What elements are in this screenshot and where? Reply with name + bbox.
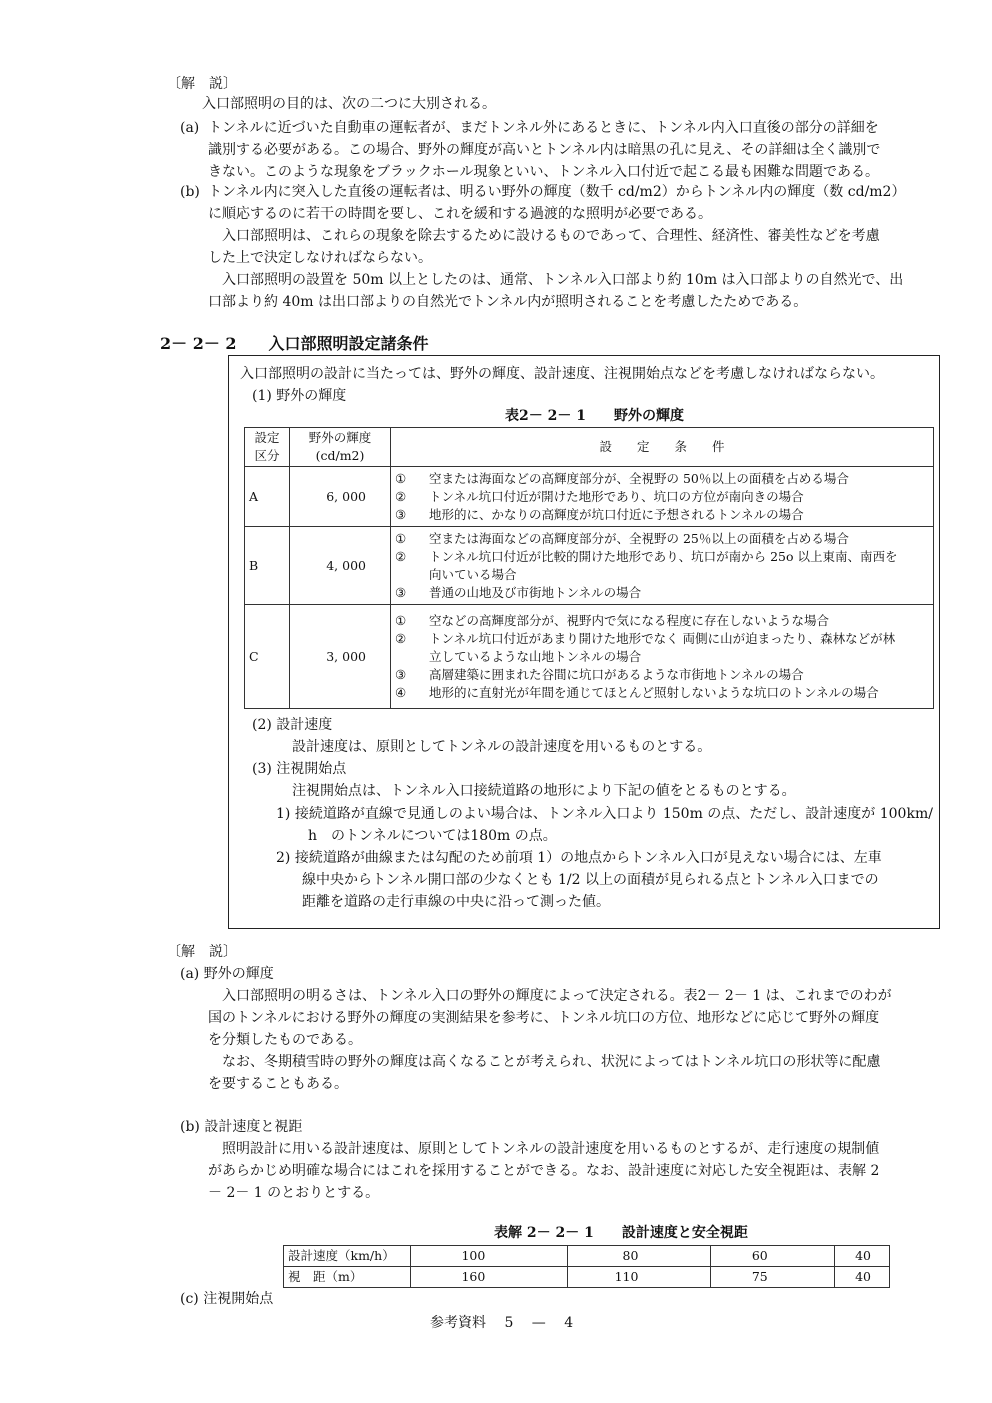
paragraph-a: [208, 118, 880, 184]
text-line: に順応するのに若干の時間を要し、これを緩和する過渡的な照明が必要である。: [208, 206, 712, 222]
marker-b: (b): [180, 184, 200, 200]
table2-title: 表解 2－ 2－ 1 設計速度と安全視距: [494, 1225, 748, 1241]
speed-cell: 40: [834, 1246, 889, 1267]
text-line: 国のトンネルにおける野外の輝度の実測結果を参考に、トンネル坑口の方位、地形などに応じて野外の輝度: [208, 1010, 880, 1026]
table-row: [284, 1267, 890, 1288]
condition-line: ④ 地形的に直射光が年間を通じてほとんど照射しないような坑口のトンネルの場合: [395, 684, 879, 700]
header-text: 区分: [254, 448, 280, 463]
text-line: 入口部照明の明るさは、トンネル入口の野外の輝度によって決定される。表2－ 2－ 1 は、これまでのわが: [222, 988, 892, 1004]
luminance-table: [244, 427, 934, 709]
class-cell: A: [245, 467, 290, 527]
table-title: 表2－ 2－ 1 野外の輝度: [505, 408, 684, 424]
item-3-text: 注視開始点は、トンネル入口接続道路の地形により下記の値をとるものとする。: [292, 783, 796, 799]
conditions-cell: [391, 527, 934, 605]
header-text: 設定: [254, 430, 280, 445]
text-line: があらかじめ明確な場合にはこれを採用することができる。なお、設計速度に対応した安全視距は、表解 2: [208, 1163, 880, 1179]
luminance-cell: 6, 000: [290, 467, 391, 527]
luminance-cell: 3, 000: [290, 605, 391, 709]
text-line: 照明設計に用いる設計速度は、原則としてトンネルの設計速度を用いるものとするが、走行速度の規制値: [222, 1141, 880, 1157]
condition-line: ① 空または海面などの高輝度部分が、全視野の 25％以上の面積を占める場合: [395, 530, 849, 546]
item-3-title: (3) 注視開始点: [252, 761, 347, 777]
header-cell-conditions: 設 定 条 件: [391, 428, 934, 467]
condition-line: ③ 高層建築に囲まれた谷間に坑口があるような市街地トンネルの場合: [395, 666, 804, 682]
commentary-header-1: 〔解 説〕: [167, 76, 237, 92]
sub-item-2: [276, 848, 882, 914]
header-text: (cd/m2): [315, 448, 365, 463]
condition-line: ① 空または海面などの高輝度部分が、全視野の 50％以上の面積を占める場合: [395, 470, 849, 486]
text-line: 入口部照明は、これらの現象を除去するために設けるものであって、合理性、経済性、審美性などを考慮: [222, 228, 880, 244]
header-cell-class: [245, 428, 290, 467]
class-cell: B: [245, 527, 290, 605]
text-line: 口部より約 40m は出口部よりの自然光でトンネル内が照明されることを考慮したためである。: [208, 294, 808, 310]
speed-cell: 80: [568, 1246, 711, 1267]
condition-line: ② トンネル坑口付近が開けた地形であり、坑口の方位が南向きの場合: [395, 488, 804, 504]
text-line: した上で決定しなければならない。: [208, 250, 432, 266]
text-line: トンネルに近づいた自動車の運転者が、まだトンネル外にあるときに、トンネル内入口直後の部分の詳細を: [208, 120, 879, 136]
condition-line: ① 空などの高輝度部分が、視野内で気になる程度に存在しないような場合: [395, 612, 830, 628]
distance-cell: 40: [834, 1267, 889, 1288]
intro-text: 入口部照明の目的は、次の二つに大別される。: [202, 96, 496, 112]
text-line: 1) 接続道路が直線で見通しのよい場合は、トンネル入口より 150m の点、ただし、設計速度が 100km/: [276, 806, 933, 822]
header-text: 野外の輝度: [308, 430, 372, 445]
commentary-c-title: (c) 注視開始点: [180, 1291, 274, 1307]
sub-item-1: [276, 804, 933, 848]
paragraph-purpose: [208, 226, 903, 314]
speed-cell: 60: [711, 1246, 834, 1267]
text-line: を分類したものである。: [208, 1032, 362, 1048]
item-1-title: (1) 野外の輝度: [252, 388, 347, 404]
box-intro: 入口部照明の設計に当たっては、野外の輝度、設計速度、注視開始点などを考慮しなければならない。: [240, 366, 884, 382]
page-footer: 参考資料 5 — 4: [430, 1315, 574, 1331]
speed-cell: 100: [411, 1246, 568, 1267]
table-row: [245, 467, 934, 527]
class-cell: C: [245, 605, 290, 709]
condition-line: ② トンネル坑口付近が比較的開けた地形であり、坑口が南から 25o 以上東南、南西を: [395, 548, 898, 564]
conditions-cell: [391, 467, 934, 527]
luminance-cell: 4, 000: [290, 527, 391, 605]
text-line: 識別する必要がある。この場合、野外の輝度が高いとトンネル内は暗黒の孔に見え、その詳細は全く識別で: [208, 142, 881, 158]
table-header-row: [245, 428, 934, 467]
table-row: [284, 1246, 890, 1267]
text-line: 線中央からトンネル開口部の少なくとも 1/2 以上の面積が見られる点とトンネル入口までの: [302, 872, 879, 888]
distance-cell: 75: [711, 1267, 834, 1288]
commentary-header-2: 〔解 説〕: [167, 944, 237, 960]
speed-distance-table: [283, 1245, 890, 1288]
text-line: 入口部照明の設置を 50m 以上としたのは、通常、トンネル入口部より約 10m は入口部よりの自然光で、出: [222, 272, 904, 288]
condition-line: 立しているような山地トンネルの場合: [429, 648, 642, 664]
item-2-text: 設計速度は、原則としてトンネルの設計速度を用いるものとする。: [292, 739, 712, 755]
text-line: きない。このような現象をブラックホール現象といい、トンネル入口付近で起こる最も困難な問題である。: [208, 164, 880, 180]
item-2-title: (2) 設計速度: [252, 717, 333, 733]
table-row: [245, 527, 934, 605]
condition-line: ② トンネル坑口付近があまり開けた地形でなく 両側に山が迫まったり、森林などが林: [395, 630, 896, 646]
distance-cell: 110: [568, 1267, 711, 1288]
text-line: なお、冬期積雪時の野外の輝度は高くなることが考えられ、状況によってはトンネル坑口の形状等に配慮: [222, 1054, 881, 1070]
row-label: 視 距（m）: [284, 1267, 411, 1288]
text-line: トンネル内に突入した直後の運転者は、明るい野外の輝度（数千 cd/m2）からトンネル内の輝度（数 cd/m2）: [208, 184, 906, 200]
commentary-b-title: (b) 設計速度と視距: [180, 1119, 303, 1135]
condition-line: ③ 普通の山地及び市街地トンネルの場合: [395, 584, 642, 600]
commentary-a-paragraph: [208, 986, 892, 1096]
paragraph-b: [208, 182, 905, 226]
header-cell-luminance: [290, 428, 391, 467]
commentary-a-title: (a) 野外の輝度: [180, 966, 274, 982]
text-line: 距離を道路の走行車線の中央に沿って測った値。: [302, 894, 610, 910]
row-label: 設計速度（km/h）: [284, 1246, 411, 1267]
section-heading: 2－ 2－ 2 入口部照明設定諸条件: [160, 334, 429, 353]
text-line: h のトンネルについては180m の点。: [308, 828, 557, 844]
condition-line: ③ 地形的に、かなりの高輝度が坑口付近に予想されるトンネルの場合: [395, 506, 804, 522]
text-line: を要することもある。: [208, 1076, 348, 1092]
text-line: － 2－ 1 のとおりとする。: [208, 1185, 380, 1201]
commentary-b-paragraph: [208, 1139, 879, 1205]
marker-a: (a): [180, 120, 200, 136]
distance-cell: 160: [411, 1267, 568, 1288]
table-row: [245, 605, 934, 709]
condition-line: 向いている場合: [429, 566, 517, 582]
conditions-cell: [391, 605, 934, 709]
text-line: 2) 接続道路が曲線または勾配のため前項 1）の地点からトンネル入口が見えない場合には、左車: [276, 850, 882, 866]
